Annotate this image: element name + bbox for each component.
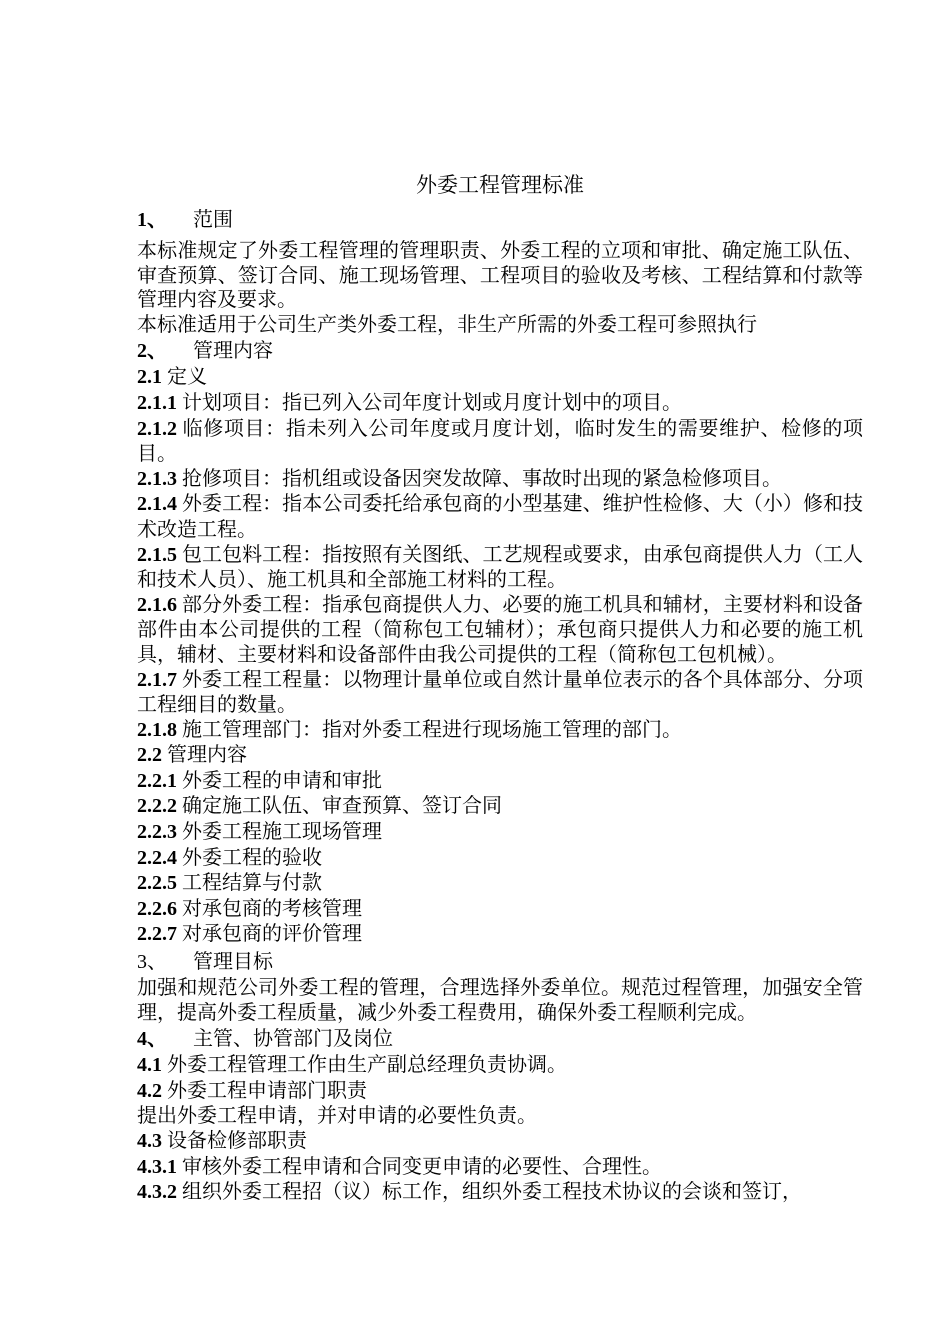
clause-2-1-5: 2.1.5 包工包料工程：指按照有关图纸、工艺规程或要求，由承包商提供人力（工人和技术人员）、施工机具和全部施工材料的工程。 bbox=[137, 541, 863, 592]
section-title: 范围 bbox=[193, 207, 233, 231]
clause-4-2: 4.2 外委工程申请部门职责 bbox=[137, 1077, 367, 1102]
clause-4-3-1: 4.3.1 审核外委工程申请和合同变更申请的必要性、合理性。 bbox=[137, 1153, 662, 1178]
clause-2-2-2: 2.2.2 确定施工队伍、审查预算、签订合同 bbox=[137, 793, 502, 818]
clause-2-1-4: 2.1.4 外委工程：指本公司委托给承包商的小型基建、维护性检修、大（小）修和技术改造工程。 bbox=[137, 491, 863, 541]
section-heading-management-content bbox=[137, 336, 863, 364]
clause-2-2-7: 2.2.7 对承包商的评价管理 bbox=[137, 921, 362, 946]
clause-2-1-7: 2.1.7 外委工程工程量：以物理计量单位或自然计量单位表示的各个具体部分、分项工程细目的数量。 bbox=[137, 666, 863, 717]
document-page bbox=[137, 170, 863, 1205]
clause-4-3: 4.3 设备检修部职责 bbox=[137, 1128, 307, 1152]
clause-2-1-3: 2.1.3 抢修项目：指机组或设备因突发故障、事故时出现的紧急检修项目。 bbox=[137, 465, 782, 490]
section-number: 4、 bbox=[137, 1028, 167, 1051]
section-number: 3、 bbox=[137, 951, 167, 974]
section-number: 2、 bbox=[137, 340, 167, 363]
section-heading-scope bbox=[137, 204, 863, 238]
clause-2-2: 2.2 管理内容 bbox=[137, 742, 247, 767]
clause-2-2-5: 2.2.5 工程结算与付款 bbox=[137, 870, 322, 895]
clause-2-2-1: 2.2.1 外委工程的申请和审批 bbox=[137, 767, 382, 792]
goals-paragraph: 加强和规范公司外委工程的管理，合理选择外委单位。规范过程管理，加强安全管理，提高外委工程质量，减少外委工程费用，确保外委工程顺利完成。 bbox=[137, 975, 863, 1024]
clause-2-1-2: 2.1.2 临修项目：指未列入公司年度或月度计划，临时发生的需要维护、检修的项目。 bbox=[137, 415, 863, 466]
document-title: 外委工程管理标准 bbox=[416, 173, 584, 197]
clause-2-2-6: 2.2.6 对承包商的考核管理 bbox=[137, 895, 362, 920]
clause-2-1: 2.1 定义 bbox=[137, 364, 207, 389]
applicant-duty-paragraph: 提出外委工程申请，并对申请的必要性负责。 bbox=[137, 1103, 537, 1128]
scope-paragraph: 本标准规定了外委工程管理的管理职责、外委工程的立项和审批、确定施工队伍、审查预算、签订合同、施工现场管理、工程项目的验收及考核、工程结算和付款等管理内容及要求。 bbox=[137, 238, 863, 312]
section-title: 管理目标 bbox=[193, 949, 273, 974]
clause-2-2-4: 2.2.4 外委工程的验收 bbox=[137, 844, 322, 869]
section-heading-goals bbox=[137, 947, 863, 975]
clause-2-1-6: 2.1.6 部分外委工程：指承包商提供人力、必要的施工机具和辅材，主要材料和设备部件由本公司提供的工程（简称包工包辅材）；承包商只提供人力和必要的施工机具，辅材、主要材料和设备部件由我公司提供的工程（简称包工包机械）。 bbox=[137, 591, 863, 666]
clause-2-2-3: 2.2.3 外委工程施工现场管理 bbox=[137, 819, 382, 844]
clause-2-1-1: 2.1.1 计划项目：指已列入公司年度计划或月度计划中的项目。 bbox=[137, 389, 682, 414]
section-heading-departments bbox=[137, 1024, 863, 1052]
section-title: 主管、协管部门及岗位 bbox=[193, 1026, 393, 1051]
applicability-paragraph: 本标准适用于公司生产类外委工程，非生产所需的外委工程可参照执行 bbox=[137, 311, 757, 336]
clause-2-1-8: 2.1.8 施工管理部门：指对外委工程进行现场施工管理的部门。 bbox=[137, 716, 682, 741]
section-number: 1、 bbox=[137, 209, 167, 231]
section-title: 管理内容 bbox=[193, 338, 273, 363]
clause-4-3-2: 4.3.2 组织外委工程招（议）标工作，组织外委工程技术协议的会谈和签订， bbox=[137, 1179, 802, 1204]
clause-4-1: 4.1 外委工程管理工作由生产副总经理负责协调。 bbox=[137, 1052, 567, 1077]
